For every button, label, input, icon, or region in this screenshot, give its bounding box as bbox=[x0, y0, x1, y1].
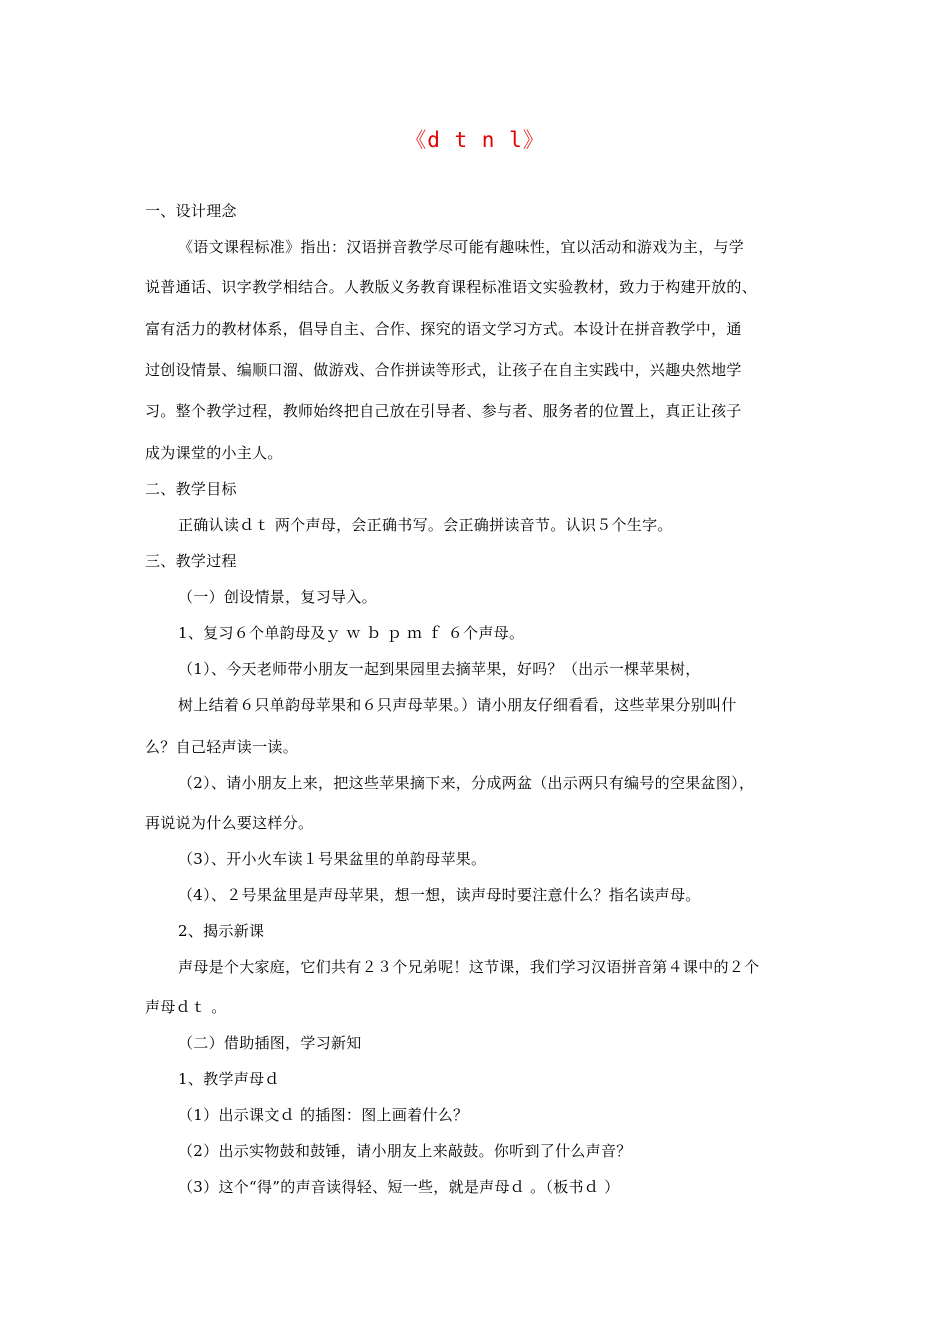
list-item: 1、复习６个单韵母及ｙ ｗ ｂ ｐ ｍ ｆ ６个声母。 bbox=[178, 624, 525, 642]
paragraph-line: 声母ｄｔ 。 bbox=[145, 998, 227, 1016]
list-item: （3）这个“得”的声音读得轻、短一些，就是声母ｄ 。（板书ｄ ） bbox=[178, 1178, 620, 1196]
paragraph-line: 《语文课程标准》指出：汉语拼音教学尽可能有趣味性，宜以活动和游戏为主，与学 bbox=[178, 238, 745, 256]
document-title: 《d t n l》 bbox=[405, 128, 545, 152]
section-heading-teaching-process: 三、教学过程 bbox=[145, 552, 237, 570]
paragraph-line: 正确认读ｄｔ 两个声母，会正确书写。会正确拼读音节。认识５个生字。 bbox=[178, 516, 673, 534]
section-heading-teaching-goals: 二、教学目标 bbox=[145, 480, 237, 498]
paragraph-line: 过创设情景、编顺口溜、做游戏、合作拼读等形式，让孩子在自主实践中，兴趣央然地学 bbox=[145, 361, 742, 379]
paragraph-line: 富有活力的教材体系，倡导自主、合作、探究的语文学习方式。本设计在拼音教学中，通 bbox=[145, 320, 742, 338]
section-heading-design-concept: 一、设计理念 bbox=[145, 202, 237, 220]
paragraph-line: 么？自己轻声读一读。 bbox=[145, 738, 299, 756]
paragraph-line: 成为课堂的小主人。 bbox=[145, 444, 283, 462]
list-item: （2）、请小朋友上来，把这些苹果摘下来，分成两盆（出示两只有编号的空果盆图）， bbox=[178, 774, 755, 792]
list-item: （1）、今天老师带小朋友一起到果园里去摘苹果，好吗？（出示一棵苹果树， bbox=[178, 660, 701, 678]
subsection-heading: （一）创设情景，复习导入。 bbox=[178, 588, 377, 606]
paragraph-line: 再说说为什么要这样分。 bbox=[145, 814, 314, 832]
list-item: （2）出示实物鼓和鼓锤，请小朋友上来敲鼓。你听到了什么声音？ bbox=[178, 1142, 632, 1160]
paragraph-line: 树上结着６只单韵母苹果和６只声母苹果。）请小朋友仔细看看，这些苹果分别叫什 bbox=[178, 696, 737, 714]
subsection-heading: （二）借助插图，学习新知 bbox=[178, 1034, 362, 1052]
list-item: 1、教学声母ｄ bbox=[178, 1070, 280, 1088]
paragraph-line: 说普通话、识字教学相结合。人教版义务教育课程标准语文实验教材，致力于构建开放的、 bbox=[145, 278, 758, 296]
paragraph-line: 习。整个教学过程，教师始终把自己放在引导者、参与者、服务者的位置上，真正让孩子 bbox=[145, 402, 742, 420]
list-item: （3）、开小火车读１号果盆里的单韵母苹果。 bbox=[178, 850, 487, 868]
list-item: 2、揭示新课 bbox=[178, 922, 265, 940]
list-item: （1）出示课文ｄ 的插图：图上画着什么？ bbox=[178, 1106, 469, 1124]
list-item: （4）、２号果盆里是声母苹果，想一想，读声母时要注意什么？指名读声母。 bbox=[178, 886, 701, 904]
paragraph-line: 声母是个大家庭，它们共有２３个兄弟呢！这节课，我们学习汉语拼音第４课中的２个 bbox=[178, 958, 760, 976]
